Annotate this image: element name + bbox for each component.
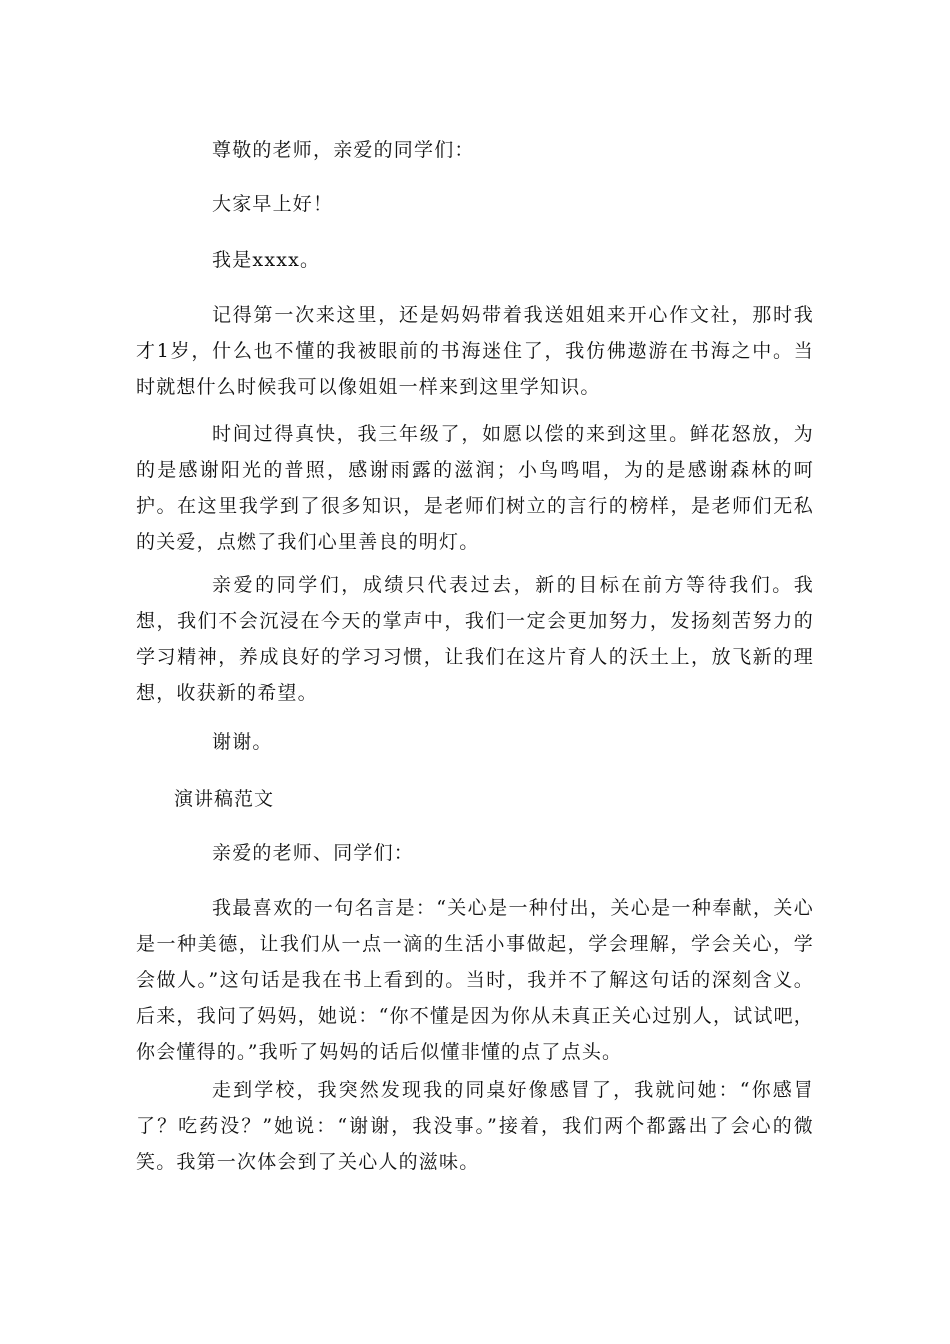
speech1-paragraph-3: 亲爱的同学们，成绩只代表过去，新的目标在前方等待我们。我想，我们不会沉浸在今天的掌声中，我们一定会更加努力，发扬刻苦努力的学习精神，养成良好的学习习惯，让我们在这片育人的沃土上，放飞新的理想，收获新的希望。 (136, 574, 814, 704)
speech2-paragraph-2: 走到学校，我突然发现我的同桌好像感冒了，我就问她：“你感冒了？吃药没？”她说：“谢谢，我没事。”接着，我们两个都露出了会心的微笑。我第一次体会到了关心人的滋味。 (136, 1079, 814, 1173)
speech1-greeting: 大家早上好！ (212, 193, 334, 215)
speech1-paragraph-2: 时间过得真快，我三年级了，如愿以偿的来到这里。鲜花怒放，为的是感谢阳光的普照，感谢雨露的滋润；小鸟鸣唱，为的是感谢森林的呵护。在这里我学到了很多知识，是老师们树立的言行的榜样，是老师们无私的关爱，点燃了我们心里善良的明灯。 (136, 423, 814, 553)
speech2-salutation: 亲爱的老师、同学们： (212, 842, 415, 864)
speech1-closing: 谢谢。 (212, 731, 273, 753)
speech1-paragraph-1: 记得第一次来这里，还是妈妈带着我送姐姐来开心作文社，那时我才1岁，什么也不懂的我被眼前的书海迷住了，我仿佛遨游在书海之中。当时就想什么时候我可以像姐姐一样来到这里学知识。 (136, 304, 814, 398)
section-title: 演讲稿范文 (174, 788, 275, 810)
speech2-paragraph-1: 我最喜欢的一句名言是：“关心是一种付出，关心是一种奉献，关心是一种美德，让我们从一点一滴的生活小事做起，学会理解，学会关心，学会做人。”这句话是我在书上看到的。当时，我并不了解这句话的深刻含义。后来，我问了妈妈，她说：“你不懂是因为你从未真正关心过别人，试试吧，你会懂得的。”我听了妈妈的话后似懂非懂的点了点头。 (136, 897, 814, 1063)
speech1-salutation: 尊敬的老师，亲爱的同学们： (212, 139, 475, 161)
speech1-intro: 我是xxxx。 (212, 249, 321, 271)
